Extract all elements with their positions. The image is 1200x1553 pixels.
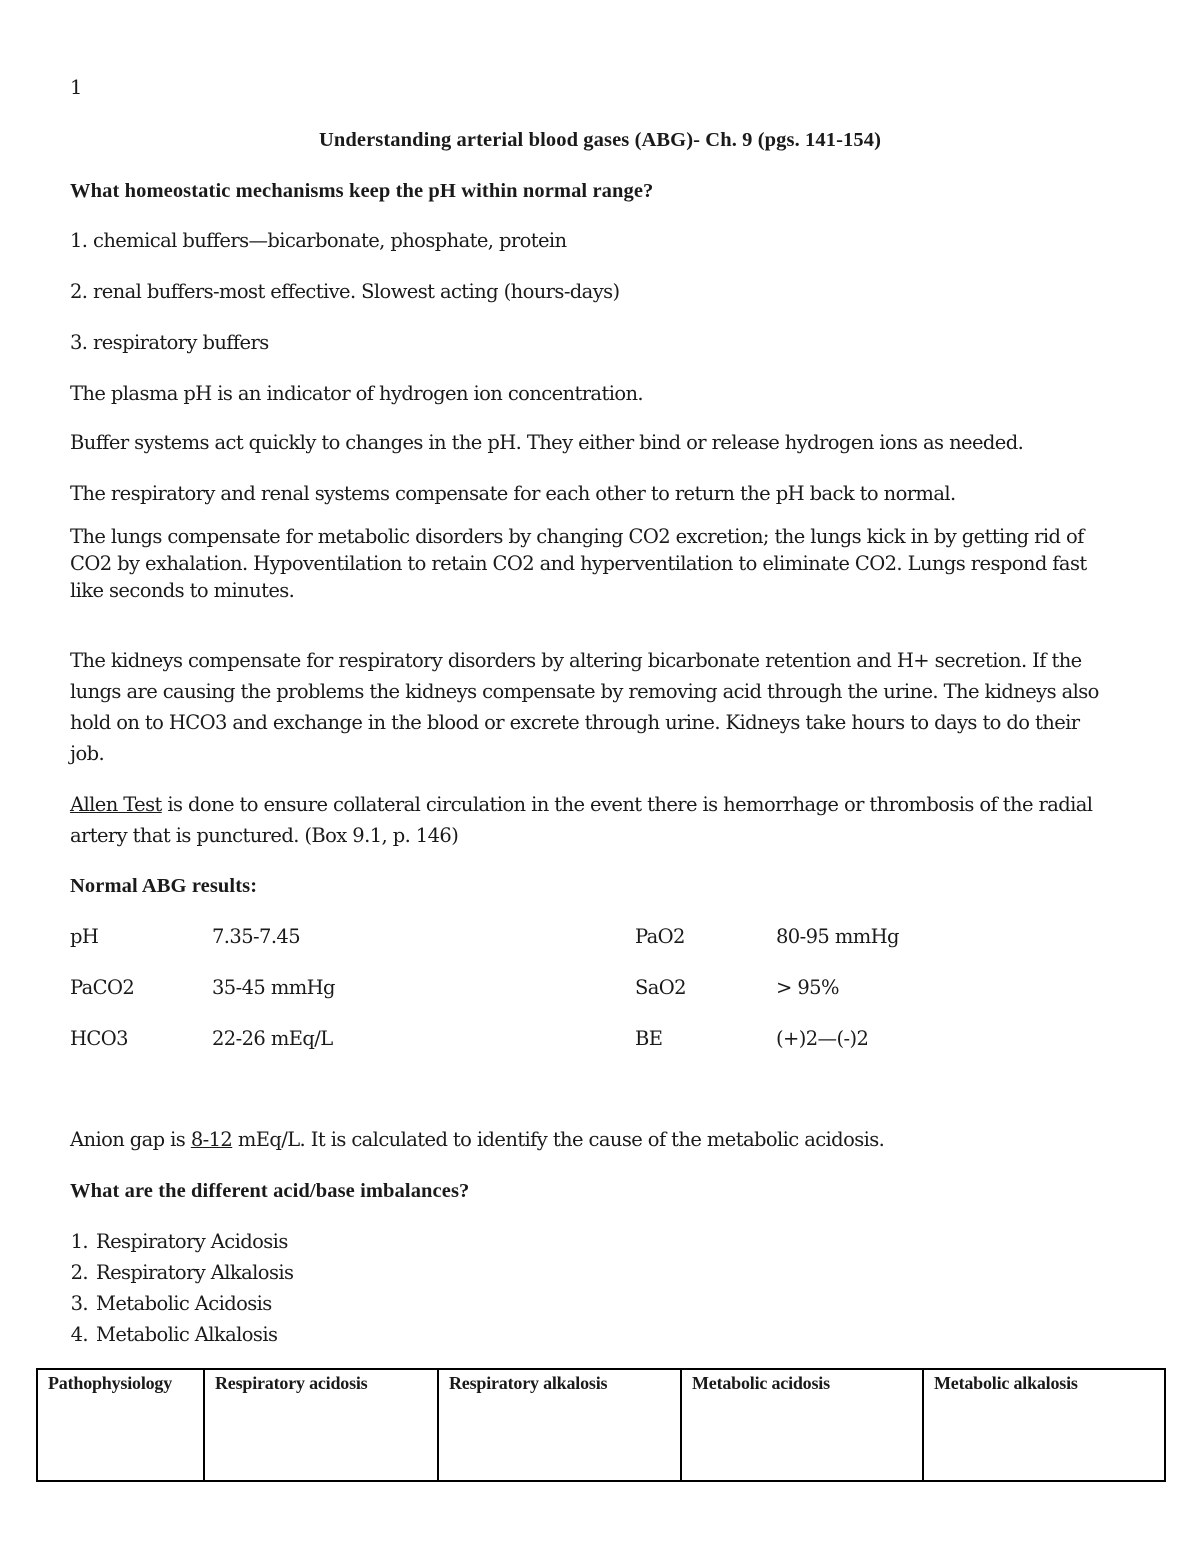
abg-label: SaO2: [635, 976, 686, 999]
abg-value: 80-95 mmHg: [776, 925, 899, 948]
paragraph-line: The kidneys compensate for respiratory disorders by altering bicarbonate retention and H+ secretion. If the: [70, 649, 1082, 672]
paragraph-lungs: [70, 523, 1087, 604]
paragraph-line: like seconds to minutes.: [70, 579, 295, 602]
list-number: 4.: [70, 1323, 88, 1346]
list-item: [52, 1288, 293, 1319]
mechanism-item: 2. renal buffers-most effective. Slowest acting (hours-days): [70, 280, 620, 303]
list-number: 1.: [70, 1230, 88, 1253]
abg-value: 22-26 mEq/L: [212, 1027, 333, 1050]
paragraph-line: The lungs compensate for metabolic disorders by changing CO2 excretion; the lungs kick in by getting rid of: [70, 525, 1084, 548]
table-header-cell: Metabolic alkalosis: [923, 1369, 1165, 1481]
paragraph-line: artery that is punctured. (Box 9.1, p. 146): [70, 824, 459, 847]
abg-label: HCO3: [70, 1027, 128, 1050]
question-imbalances: What are the different acid/base imbalances?: [70, 1180, 470, 1202]
document-title: Understanding arterial blood gases (ABG)- Ch. 9 (pgs. 141-154): [319, 129, 881, 151]
abg-value: 35-45 mmHg: [212, 976, 335, 999]
list-number: 3.: [70, 1292, 88, 1315]
list-label: Respiratory Acidosis: [96, 1230, 288, 1253]
paragraph-line: CO2 by exhalation. Hypoventilation to retain CO2 and hyperventilation to eliminate CO2. Lungs respond fast: [70, 552, 1087, 575]
list-label: Respiratory Alkalosis: [96, 1261, 294, 1284]
paragraph-line: lungs are causing the problems the kidneys compensate by removing acid through the urine. The kidneys also: [70, 680, 1099, 703]
paragraph-kidneys: [70, 645, 1099, 769]
abg-label: PaCO2: [70, 976, 135, 999]
abg-label: PaO2: [635, 925, 685, 948]
list-label: Metabolic Alkalosis: [96, 1323, 278, 1346]
list-label: Metabolic Acidosis: [96, 1292, 272, 1315]
table-header-cell: Respiratory acidosis: [204, 1369, 438, 1481]
paragraph-line: [70, 789, 1092, 820]
anion-gap-prefix: Anion gap is: [70, 1128, 191, 1151]
abg-label: BE: [635, 1027, 663, 1050]
paragraph-anion-gap: [70, 1126, 884, 1153]
mechanism-item: 1. chemical buffers—bicarbonate, phosphate, protein: [70, 229, 567, 252]
pathophysiology-table: [36, 1368, 1166, 1482]
abg-value: > 95%: [776, 976, 839, 999]
list-item: [52, 1226, 293, 1257]
abg-value: (+)2—(-)2: [776, 1027, 869, 1050]
list-item: [52, 1319, 293, 1350]
mechanism-item: 3. respiratory buffers: [70, 331, 269, 354]
normal-abg-heading: Normal ABG results:: [70, 875, 258, 897]
paragraph-line: job.: [70, 742, 105, 765]
abg-value: 7.35-7.45: [212, 925, 301, 948]
table-header-cell: Respiratory alkalosis: [438, 1369, 681, 1481]
allen-test-term: Allen Test: [70, 793, 162, 816]
imbalance-list: [52, 1226, 293, 1350]
question-homeostatic-mechanisms: What homeostatic mechanisms keep the pH within normal range?: [70, 180, 654, 202]
anion-gap-range: 8-12: [190, 1128, 233, 1151]
paragraph-line: hold on to HCO3 and exchange in the blood or excrete through urine. Kidneys take hours to days to do their: [70, 711, 1080, 734]
list-number: 2.: [70, 1261, 88, 1284]
list-item: [52, 1257, 293, 1288]
allen-test-text: is done to ensure collateral circulation in the event there is hemorrhage or thrombosis of the radial: [161, 793, 1093, 816]
page-number: 1: [70, 76, 82, 99]
abg-label: pH: [70, 925, 99, 948]
table-row: [37, 1369, 1165, 1481]
paragraph-compensation: The respiratory and renal systems compensate for each other to return the pH back to normal.: [70, 482, 956, 505]
paragraph-plasma-ph: The plasma pH is an indicator of hydrogen ion concentration.: [70, 382, 644, 405]
paragraph-buffer-systems: Buffer systems act quickly to changes in the pH. They either bind or release hydrogen ions as needed.: [70, 431, 1024, 454]
table-header-cell: Pathophysiology: [37, 1369, 204, 1481]
table-header-cell: Metabolic acidosis: [681, 1369, 923, 1481]
paragraph-allen-test: [70, 789, 1092, 851]
anion-gap-suffix: mEq/L. It is calculated to identify the cause of the metabolic acidosis.: [232, 1128, 885, 1151]
